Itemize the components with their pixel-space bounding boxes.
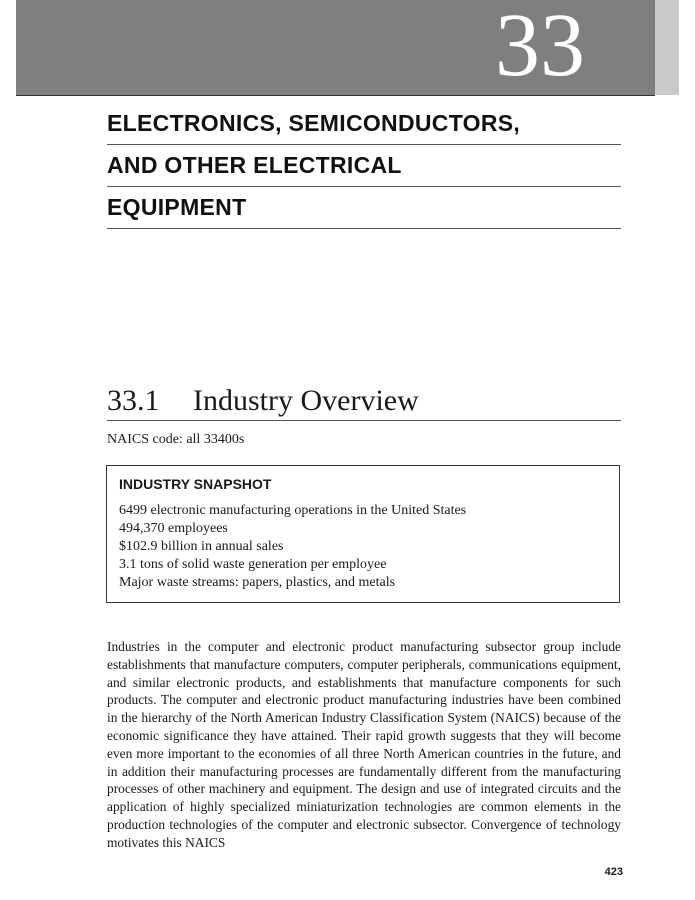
chapter-title-line: EQUIPMENT [107, 187, 621, 229]
snapshot-item: 3.1 tons of solid waste generation per employee [119, 557, 387, 572]
header-edge-tab [655, 0, 679, 95]
naics-code: NAICS code: all 33400s [107, 432, 245, 447]
snapshot-item: $102.9 billion in annual sales [119, 539, 284, 554]
chapter-title-line: ELECTRONICS, SEMICONDUCTORS, [107, 103, 621, 145]
body-paragraph: Industries in the computer and electronic product manufacturing subsector group include establishments that manufacture computers, computer peripherals, communications equipment, and similar electronic products, and establishments that manufacture components for such products. The computer and electronic product manufacturing industries have been combined in the hierarchy of the North American Industry Classification System (NAICS) because of the economic significance they have attained. Their rapid growth suggests that they will become even more important to the economies of all three North American countries in the future, and in addition their manufacturing processes are fundamentally different from the manufacturing processes of other machinery and equipment. The design and use of integrated circuits and the application of highly specialized miniaturization technologies are common elements in the production technologies of the computer and electronic subsector. Convergence of technology motivates this NAICS [107, 639, 621, 850]
page-number: 423 [604, 866, 623, 878]
snapshot-title: INDUSTRY SNAPSHOT [119, 476, 272, 492]
section-heading [107, 383, 621, 421]
chapter-header-band [16, 0, 655, 96]
snapshot-item: Major waste streams: papers, plastics, and metals [119, 575, 396, 590]
chapter-title [107, 103, 621, 229]
snapshot-item: 494,370 employees [119, 521, 228, 536]
chapter-number: 33 [495, 0, 585, 95]
section-number: 33.1 [107, 384, 160, 417]
snapshot-item: 6499 electronic manufacturing operations in the United States [119, 503, 467, 518]
chapter-title-line: AND OTHER ELECTRICAL [107, 145, 621, 187]
section-title: Industry Overview [193, 384, 419, 417]
industry-snapshot-box [106, 465, 620, 603]
